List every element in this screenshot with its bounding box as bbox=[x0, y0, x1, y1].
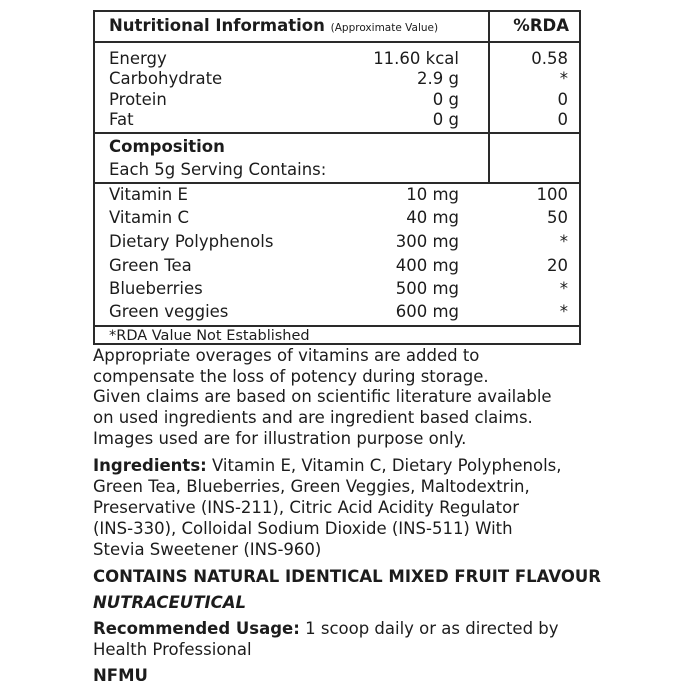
composition-rda: * bbox=[559, 232, 568, 251]
rda-footnote: *RDA Value Not Established bbox=[109, 328, 310, 344]
divider bbox=[95, 41, 579, 43]
composition-value: 40 mg bbox=[406, 208, 459, 227]
composition-value: 10 mg bbox=[406, 185, 459, 204]
notes-line: Images used are for illustration purpose only. bbox=[93, 429, 467, 448]
notes-line: on used ingredients and are ingredient based claims. bbox=[93, 408, 533, 427]
column-divider bbox=[488, 12, 490, 184]
composition-value: 400 mg bbox=[395, 256, 459, 275]
nutrient-rda: 0.58 bbox=[531, 49, 568, 68]
divider bbox=[95, 182, 579, 184]
ingredients-line: Preservative (INS-211), Citric Acid Acidity Regulator bbox=[93, 498, 520, 517]
ingredients-label: Ingredients: bbox=[93, 456, 207, 475]
usage-line: Health Professional bbox=[93, 640, 252, 659]
divider bbox=[95, 132, 579, 134]
product-code: NFMU bbox=[93, 666, 148, 685]
nutrient-name: Protein bbox=[109, 90, 167, 109]
nutrient-value: 11.60 kcal bbox=[373, 49, 459, 68]
ingredients-line: Stevia Sweetener (INS-960) bbox=[93, 540, 322, 559]
nutrient-value: 0 g bbox=[432, 90, 459, 109]
usage-text: 1 scoop daily or as directed by bbox=[299, 619, 559, 638]
composition-title: Composition bbox=[109, 137, 225, 156]
ingredients-line bbox=[93, 456, 562, 477]
composition-rda: 50 bbox=[547, 208, 568, 227]
nutrient-rda: * bbox=[559, 69, 568, 88]
nutrition-table bbox=[93, 10, 581, 345]
notes-line: Appropriate overages of vitamins are added to bbox=[93, 346, 480, 365]
composition-rda: 100 bbox=[536, 185, 568, 204]
nutrient-name: Carbohydrate bbox=[109, 69, 223, 88]
composition-name: Vitamin E bbox=[109, 185, 188, 204]
notes-line: Given claims are based on scientific literature available bbox=[93, 387, 552, 406]
notes-line: compensate the loss of potency during storage. bbox=[93, 367, 489, 386]
composition-rda: * bbox=[559, 302, 568, 321]
composition-rda: 20 bbox=[547, 256, 568, 275]
ingredients-line: (INS-330), Colloidal Sodium Dioxide (INS-511) With bbox=[93, 519, 513, 538]
nutrient-name: Energy bbox=[109, 49, 167, 68]
composition-name: Dietary Polyphenols bbox=[109, 232, 274, 251]
composition-name: Green Tea bbox=[109, 256, 192, 275]
nutrient-rda: 0 bbox=[557, 110, 568, 129]
nutrient-name: Fat bbox=[109, 110, 134, 129]
table-title-text: Nutritional Information bbox=[109, 16, 325, 35]
rda-header: %RDA bbox=[513, 16, 569, 35]
composition-name: Vitamin C bbox=[109, 208, 189, 227]
composition-value: 600 mg bbox=[395, 302, 459, 321]
category-label: NUTRACEUTICAL bbox=[93, 593, 246, 612]
composition-value: 300 mg bbox=[395, 232, 459, 251]
composition-name: Green veggies bbox=[109, 302, 229, 321]
composition-rda: * bbox=[559, 279, 568, 298]
usage-label: Recommended Usage: bbox=[93, 619, 300, 638]
composition-value: 500 mg bbox=[395, 279, 459, 298]
table-title bbox=[109, 16, 438, 38]
composition-subtitle: Each 5g Serving Contains: bbox=[109, 160, 327, 179]
composition-name: Blueberries bbox=[109, 279, 203, 298]
usage-line bbox=[93, 619, 559, 640]
nutrient-value: 2.9 g bbox=[417, 69, 459, 88]
flavour-statement: CONTAINS NATURAL IDENTICAL MIXED FRUIT FLAVOUR bbox=[93, 567, 601, 586]
approx-note: (Approximate Value) bbox=[330, 22, 439, 34]
ingredients-line: Green Tea, Blueberries, Green Veggies, Maltodextrin, bbox=[93, 477, 530, 496]
ingredients-text: Vitamin E, Vitamin C, Dietary Polyphenols, bbox=[206, 456, 562, 475]
nutrient-rda: 0 bbox=[557, 90, 568, 109]
nutrient-value: 0 g bbox=[432, 110, 459, 129]
